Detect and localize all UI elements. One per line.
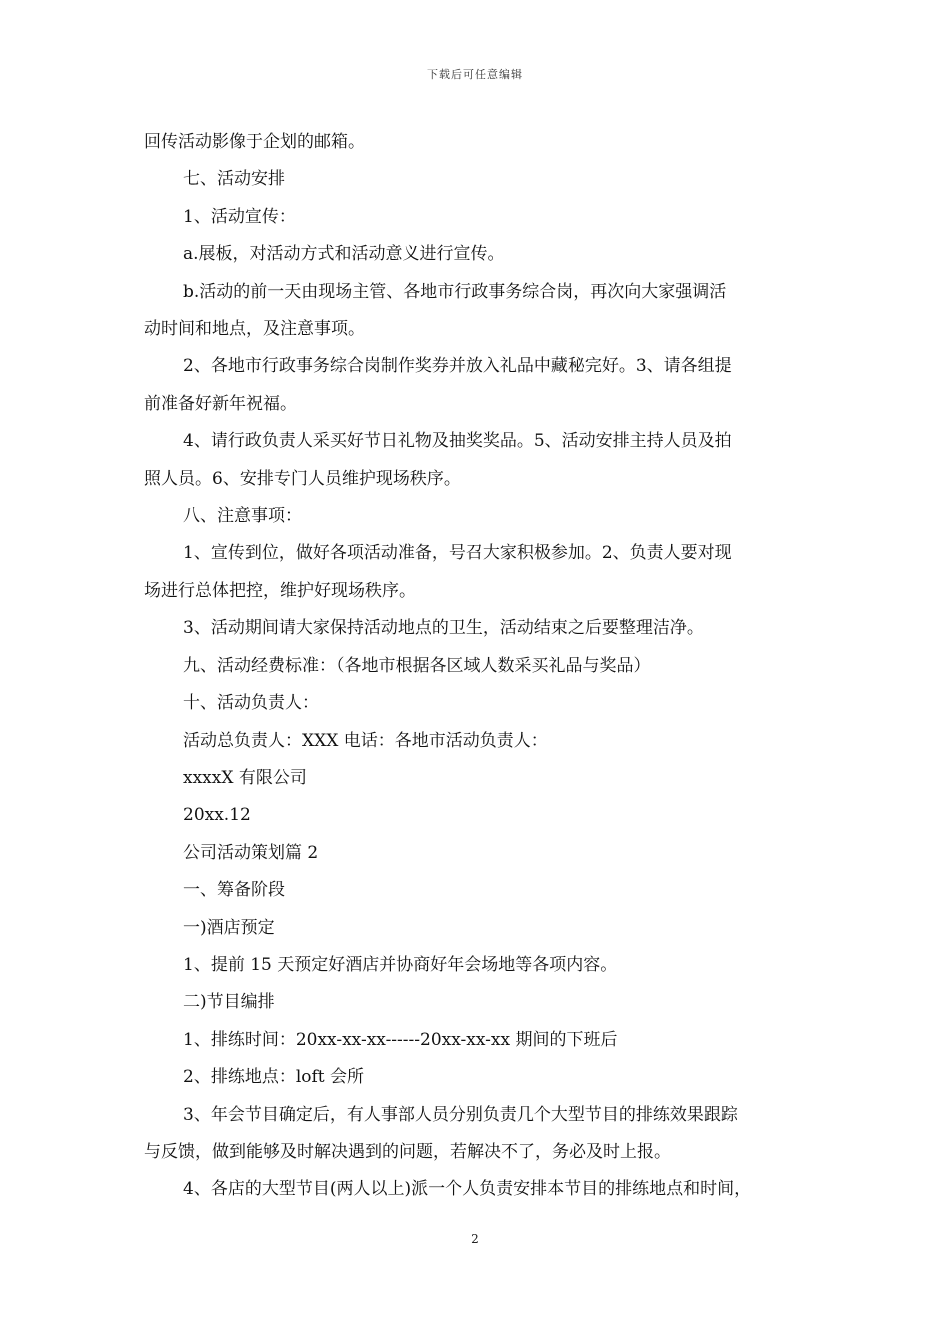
text-line: 4、请行政负责人采买好节日礼物及抽奖奖品。5、活动安排主持人员及拍 xyxy=(183,431,732,452)
text-line: 十、活动负责人： xyxy=(183,693,319,714)
text-line: 1、宣传到位，做好各项活动准备，号召大家积极参加。2、负责人要对现 xyxy=(183,543,732,564)
text-line: 1、提前 15 天预定好酒店并协商好年会场地等各项内容。 xyxy=(183,954,618,975)
text-line: 二)节目编排 xyxy=(183,992,275,1013)
text-line: 八、注意事项： xyxy=(183,506,302,527)
text-line: 3、活动期间请大家保持活动地点的卫生，活动结束之后要整理洁净。 xyxy=(183,618,704,639)
text-line: 照人员。6、安排专门人员维护现场秩序。 xyxy=(144,468,461,489)
text-line: 七、活动安排 xyxy=(183,169,285,190)
text-line: 与反馈，做到能够及时解决遇到的问题，若解决不了，务必及时上报。 xyxy=(144,1141,671,1162)
text-line: 活动总负责人：XXX 电话：各地市活动负责人： xyxy=(183,730,548,751)
document-body xyxy=(144,124,812,1209)
text-line: 3、年会节目确定后，有人事部人员分别负责几个大型节目的排练效果跟踪 xyxy=(183,1104,738,1125)
text-line: 1、活动宣传： xyxy=(183,206,296,227)
page-header: 下载后可任意编辑 xyxy=(427,68,523,81)
text-line: a.展板，对活动方式和活动意义进行宣传。 xyxy=(183,244,505,265)
text-line: 动时间和地点，及注意事项。 xyxy=(144,319,365,340)
text-line: 2、排练地点：loft 会所 xyxy=(183,1067,365,1088)
text-line: 九、活动经费标准：（各地市根据各区域人数采买礼品与奖品） xyxy=(183,655,651,676)
text-line: 20xx.12 xyxy=(183,805,251,826)
text-line: b.活动的前一天由现场主管、各地市行政事务综合岗，再次向大家强调活 xyxy=(183,281,727,302)
text-line: 公司活动策划篇 2 xyxy=(183,842,319,863)
text-line: 4、各店的大型节目(两人以上)派一个人负责安排本节目的排练地点和时间， xyxy=(183,1179,752,1200)
text-line: 1、排练时间：20xx-xx-xx------20xx-xx-xx 期间的下班后 xyxy=(183,1029,618,1050)
text-line: 一、筹备阶段 xyxy=(183,880,285,901)
text-line: 回传活动影像于企划的邮箱。 xyxy=(144,132,365,152)
text-line: 一)酒店预定 xyxy=(183,917,275,938)
text-line: 前准备好新年祝福。 xyxy=(144,393,297,414)
page-number: 2 xyxy=(471,1232,479,1246)
text-line: 场进行总体把控，维护好现场秩序。 xyxy=(144,580,416,601)
text-line: xxxxX 有限公司 xyxy=(183,767,307,788)
text-line: 2、各地市行政事务综合岗制作奖券并放入礼品中藏秘完好。3、请各组提 xyxy=(183,356,732,377)
